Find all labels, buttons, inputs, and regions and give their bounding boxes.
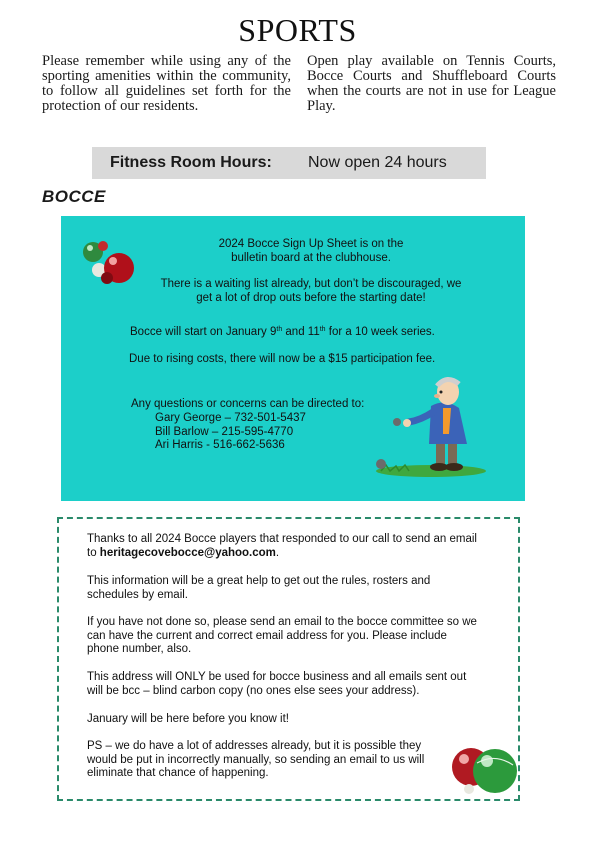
bocce-balls-corner-icon [449, 743, 519, 799]
contact-item: Bill Barlow – 215-595-4770 [155, 425, 294, 438]
bocce-balls-icon [77, 234, 139, 292]
contact-item: Gary George – 732-501-5437 [155, 412, 306, 424]
notice-paragraph-6: PS – we do have a lot of addresses already, but it is possible they would be put in incorrectly manually, so sending an email to us will eliminate that chance of happening. [87, 740, 425, 779]
notice-paragraph-4: This address will ONLY be used for bocce business and all emails sent out will be bcc – blind carbon copy (no ones else sees your address). [87, 671, 467, 697]
bocce-heading: BOCCE [42, 187, 106, 206]
email-notice-box [57, 517, 520, 801]
notice-paragraph-1: Thanks to all 2024 Bocce players that responded to our call to send an email to heritagecovebocce@yahoo.com. [87, 533, 477, 559]
waiting-line-2: get a lot of drop outs before the starting date! [196, 291, 426, 304]
fitness-hours-value: Now open 24 hours [308, 154, 447, 171]
contacts-heading: Any questions or concerns can be directed to: [131, 398, 365, 410]
bocce-signup-panel [61, 216, 525, 501]
signup-line-1: 2024 Bocce Sign Up Sheet is on the [218, 238, 404, 250]
contact-item: Ari Harris - 516-662-5636 [155, 439, 285, 451]
notice-paragraph-5: January will be here before you know it! [87, 713, 289, 725]
fitness-hours-label: Fitness Room Hours: [110, 154, 272, 171]
start-date-text: Bocce will start on January 9th and 11th for a 10 week series. [130, 326, 435, 338]
contact-list [155, 412, 375, 453]
page-title: SPORTS [238, 12, 357, 48]
notice-paragraph-2: This information will be a great help to get out the rules, rosters and schedules by email. [87, 575, 431, 601]
fitness-hours-banner [92, 147, 486, 179]
bocce-player-icon [351, 368, 491, 480]
signup-line-2: bulletin board at the clubhouse. [231, 251, 391, 264]
fee-text: Due to rising costs, there will now be a $15 participation fee. [129, 353, 436, 365]
waiting-line-1: There is a waiting list already, but don’t be discouraged, we [160, 278, 462, 290]
intro-left-text: Please remember while using any of the sporting amenities within the community, to follow all guidelines set forth for the protection of our residents. [42, 53, 291, 114]
notice-paragraph-3: If you have not done so, please send an email to the bocce committee so we can have the current and correct email address for you. Please include phone number, also. [87, 616, 477, 655]
intro-right-text: Open play available on Tennis Courts, Bocce Courts and Shuffleboard Courts when the courts are not in use for League Play. [307, 53, 556, 114]
email-address[interactable]: heritagecovebocce@yahoo.com [99, 546, 276, 559]
